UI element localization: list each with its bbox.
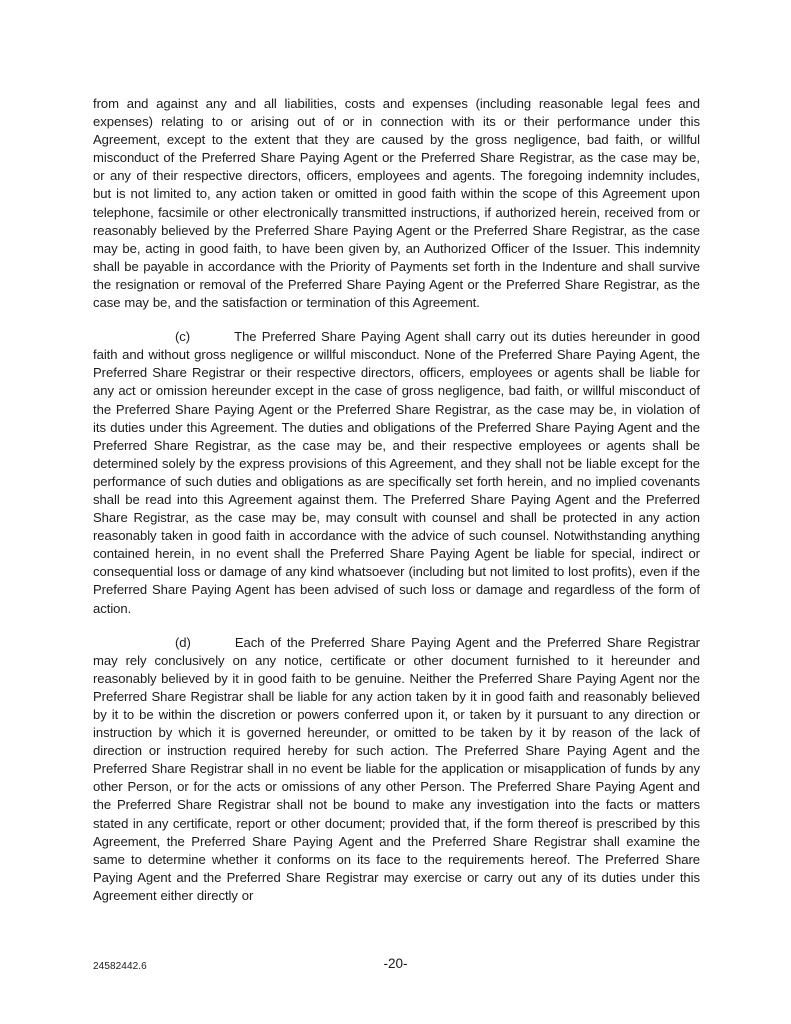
page-number: -20- xyxy=(383,956,408,971)
paragraph-text: from and against any and all liabilities, costs and expenses (including reasonable legal fees and expenses) relating to or arising out of or in connection with its or their performance under this Agreement, except to the extent that they are caused by the gross negligence, bad faith, or willful misconduct of the Preferred Share Paying Agent or the Preferred Share Registrar, as the case may be, or any of their respective directors, officers, employees and agents. The foregoing indemnity includes, but is not limited to, any action taken or omitted in good faith within the scope of this Agreement upon telephone, facsimile or other electronically transmitted instructions, if authorized herein, received from or reasonably believed by the Preferred Share Paying Agent or the Preferred Share Registrar, as the case may be, acting in good faith, to have been given by, an Authorized Officer of the Issuer. This indemnity shall be payable in accordance with the Priority of Payments set forth in the Indenture and shall survive the resignation or removal of the Preferred Share Paying Agent or the Preferred Share Registrar, as the case may be, and the satisfaction or termination of this Agreement. xyxy=(93,96,700,311)
paragraph-text: Each of the Preferred Share Paying Agent and the Preferred Share Registrar may rely conclusively on any notice, certificate or other document furnished to it hereunder and reasonably believed by it in good faith to be genuine. Neither the Preferred Share Paying Agent nor the Preferred Share Registrar shall be liable for any action taken by it in good faith and reasonably believed by it to be within the discretion or powers conferred upon it, or taken by it pursuant to any direction or instruction by which it is governed hereunder, or omitted to be taken by it by reason of the lack of direction or instruction required hereby for such action. The Preferred Share Paying Agent and the Preferred Share Registrar shall in no event be liable for the application or misapplication of funds by any other Person, or for the acts or omissions of any other Person. The Preferred Share Paying Agent and the Preferred Share Registrar shall not be bound to make any investigation into the facts or matters stated in any certificate, report or other document; provided that, if the form thereof is prescribed by this Agreement, the Preferred Share Paying Agent and the Preferred Share Registrar shall examine the same to determine whether it conforms on its face to the requirements hereof. The Preferred Share Paying Agent and the Preferred Share Registrar may exercise or carry out any of its duties under this Agreement either directly or xyxy=(93,634,700,903)
paragraph-label: (c) xyxy=(175,329,191,345)
paragraph-text: The Preferred Share Paying Agent shall carry out its duties hereunder in good faith and without gross negligence or willful misconduct. None of the Preferred Share Paying Agent, the Preferred Share Registrar or their respective directors, officers, employees or agents shall be liable for any act or omission hereunder except in the case of gross negligence, bad faith, or willful misconduct of the Preferred Share Paying Agent or the Preferred Share Registrar, as the case may be, in violation of its duties under this Agreement. The duties and obligations of the Preferred Share Paying Agent and the Preferred Share Registrar, as the case may be, and their respective employees or agents shall be determined solely by the express provisions of this Agreement, and they shall not be liable except for the performance of such duties and obligations as are specifically set forth herein, and no implied covenants shall be read into this Agreement against them. The Preferred Share Paying Agent and the Preferred Share Registrar, as the case may be, may consult with counsel and shall be protected in any action reasonably taken in good faith in accordance with the advice of such counsel. Notwithstanding anything contained herein, in no event shall the Preferred Share Paying Agent be liable for special, indirect or consequential loss or damage of any kind whatsoever (including but not limited to lost profits), even if the Preferred Share Paying Agent has been advised of such loss or damage and regardless of the form of action. xyxy=(93,329,700,616)
paragraph-c xyxy=(93,328,700,618)
paragraph-continuation xyxy=(93,95,700,312)
paragraph-d xyxy=(93,634,700,905)
document-body xyxy=(93,95,700,921)
paragraph-label: (d) xyxy=(175,634,191,650)
document-number: 24582442.6 xyxy=(93,961,147,972)
